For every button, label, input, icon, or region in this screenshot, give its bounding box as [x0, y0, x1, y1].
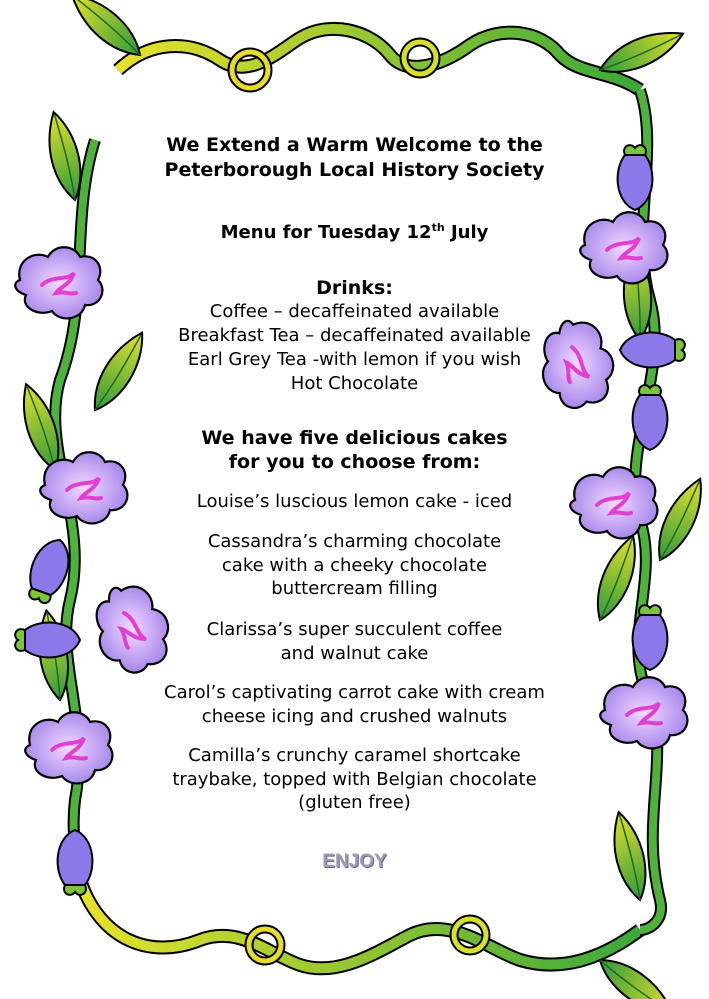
drink-item: Coffee – decaffeinated available — [209, 301, 500, 322]
cake-line: (gluten free) — [298, 792, 411, 813]
title-line: We Extend a Warm Welcome to the — [166, 134, 543, 156]
cake-line: Carol’s captivating carrot cake with cream — [164, 682, 545, 703]
drinks-heading: Drinks: — [316, 277, 393, 299]
drink-item: Hot Chocolate — [290, 373, 419, 394]
cakes-heading — [0, 426, 709, 474]
cake-item — [0, 490, 709, 514]
drinks-section — [0, 276, 709, 396]
cake-item — [0, 744, 709, 815]
cake-line: buttercream filling — [271, 578, 438, 599]
cake-line: Clarissa’s super succulent coffee — [206, 619, 503, 640]
cakes-heading-line: for you to choose from: — [228, 451, 481, 473]
drink-item: Breakfast Tea – decaffeinated available — [178, 325, 531, 346]
cake-line: cheese icing and crushed walnuts — [201, 705, 508, 727]
cake-item — [0, 681, 709, 728]
cakes-heading-line: We have five delicious cakes — [201, 427, 508, 449]
menu-date-heading — [0, 216, 709, 245]
cake-line: and walnut cake — [280, 642, 429, 664]
cake-line: Camilla’s crunchy caramel shortcake — [188, 745, 521, 766]
menu-month: July — [450, 222, 489, 243]
enjoy-footer: ENJOY — [322, 851, 387, 872]
drink-item: Earl Grey Tea -with lemon if you wish — [187, 349, 522, 370]
cake-line: cake with a cheeky chocolate — [221, 554, 488, 576]
date-suffix: th — [431, 221, 445, 234]
cake-line: traybake, topped with Belgian chocolate — [172, 768, 537, 790]
cake-item — [0, 618, 709, 665]
cake-item — [0, 530, 709, 601]
title-line: Peterborough Local History Society — [164, 159, 545, 181]
cake-line: Cassandra’s charming chocolate — [207, 531, 502, 552]
menu-label: Menu for Tuesday 12 — [220, 222, 432, 243]
cake-line: Louise’s luscious lemon cake - iced — [196, 491, 513, 512]
welcome-title — [0, 133, 709, 183]
